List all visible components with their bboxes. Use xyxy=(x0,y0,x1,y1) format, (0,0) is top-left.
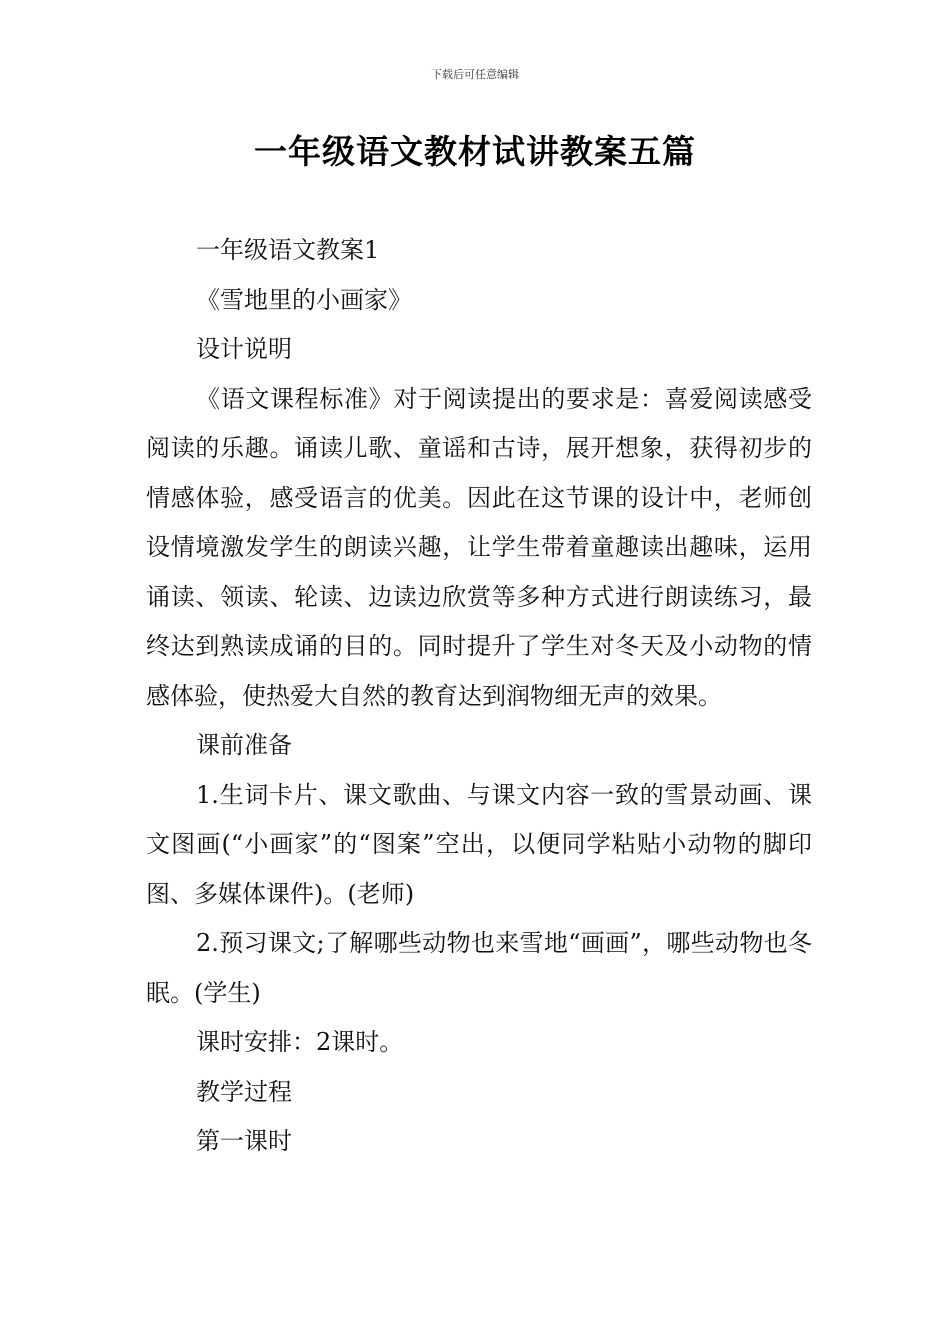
design-description-paragraph: 《语文课程标准》对于阅读提出的要求是：喜爱阅读感受阅读的乐趣。诵读儿歌、童谣和古诗，展开想象，获得初步的情感体验，感受语言的优美。因此在这节课的设计中，老师创设情境激发学生的朗读兴趣，让学生带着童趣读出趣味，运用诵读、领读、轮读、边读边欣赏等多种方式进行朗读练习，最终达到熟读成诵的目的。同时提升了学生对冬天及小动物的情感体验，使热爱大自然的教育达到润物细无声的效果。 xyxy=(146,384,812,710)
document-body xyxy=(146,226,812,1167)
schedule-line: 课时安排：2课时。 xyxy=(196,1028,404,1056)
section-heading-preparation: 课前准备 xyxy=(196,731,292,759)
lesson-title: 《雪地里的小画家》 xyxy=(196,285,412,314)
preparation-item-2: 2.预习课文;了解哪些动物也来雪地“画画”，哪些动物也冬眠。(学生) xyxy=(146,929,812,1007)
section-heading-process: 教学过程 xyxy=(196,1077,292,1106)
lesson-heading: 一年级语文教案1 xyxy=(196,236,380,264)
preparation-item-1: 1.生词卡片、课文歌曲、与课文内容一致的雪景动画、课文图画(“小画家”的“图案”空出，以便同学粘贴小动物的脚印图、多媒体课件)。(老师) xyxy=(146,780,812,908)
section-heading-first-lesson: 第一课时 xyxy=(196,1127,292,1155)
section-heading-design: 设计说明 xyxy=(196,335,292,363)
document-title: 一年级语文教材试讲教案五篇 xyxy=(254,132,696,171)
header-note: 下载后可任意编辑 xyxy=(431,68,519,81)
